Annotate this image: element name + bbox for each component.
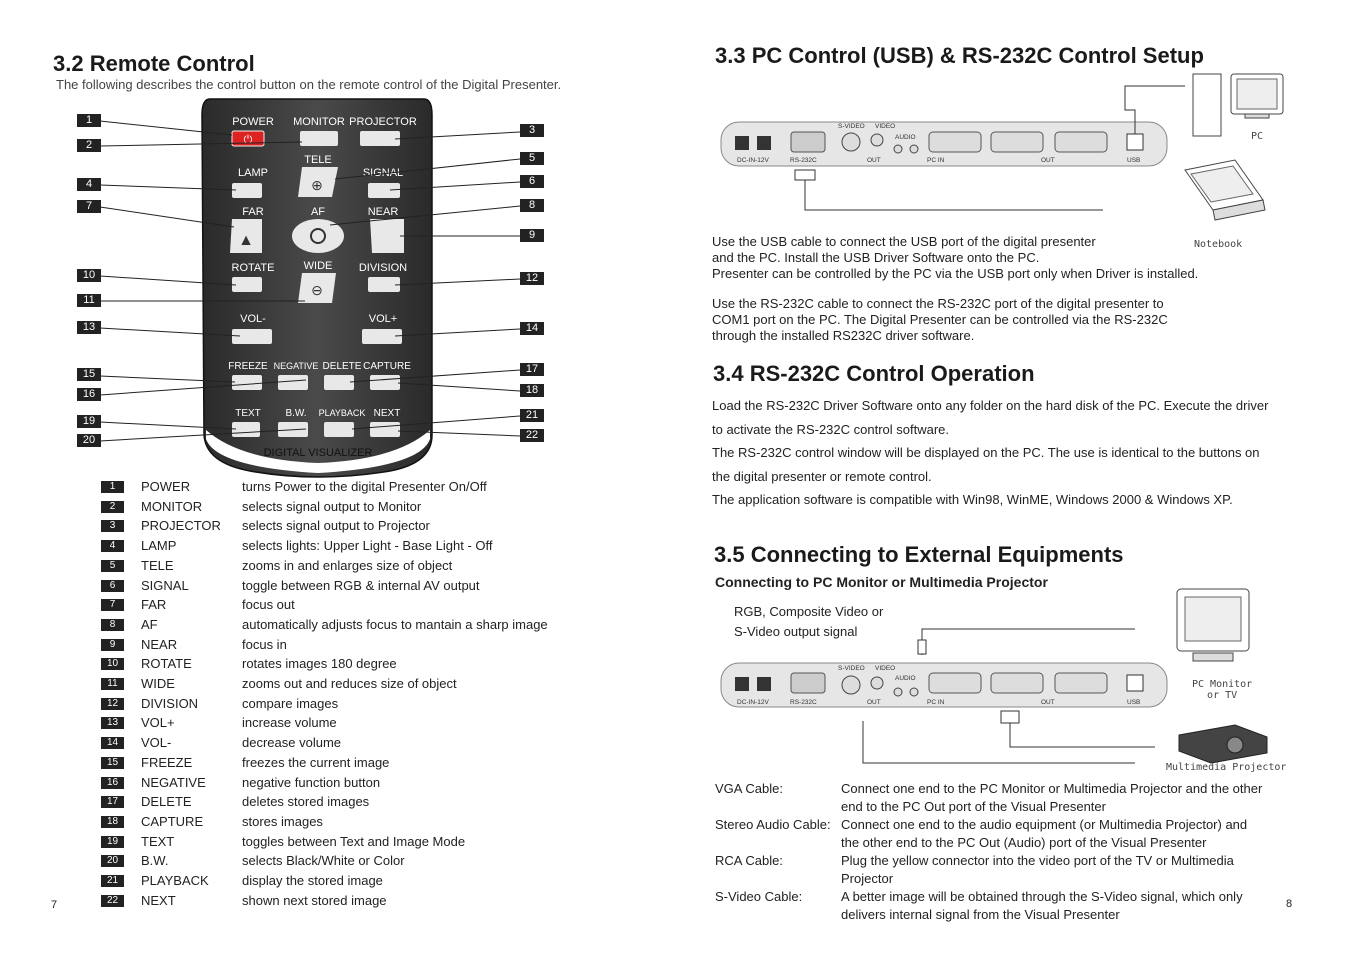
callout-17: 17 bbox=[520, 363, 544, 376]
callout-15: 15 bbox=[77, 368, 101, 381]
row-description: focus out bbox=[242, 597, 295, 613]
cable-descriptions bbox=[715, 780, 1295, 924]
table-row bbox=[101, 715, 571, 735]
port-label-svideo-2: S-VIDEO bbox=[838, 665, 865, 672]
signal-label: RGB, Composite Video or S-Video output signal bbox=[734, 604, 884, 639]
row-button-name: CAPTURE bbox=[141, 813, 204, 829]
label-division: DIVISION bbox=[358, 262, 408, 274]
capture-button bbox=[370, 375, 400, 390]
row-description: display the stored image bbox=[242, 873, 383, 888]
projector-button bbox=[360, 131, 400, 146]
callout-7: 7 bbox=[77, 200, 101, 213]
row-description: zooms in and enlarges size of object bbox=[242, 557, 453, 573]
cable-item bbox=[715, 816, 1295, 852]
cable-item bbox=[715, 852, 1295, 888]
row-description: selects lights: Upper Light - Base Light - Off bbox=[242, 538, 493, 554]
projector-illustration bbox=[1179, 725, 1267, 763]
label-tele: TELE bbox=[304, 154, 332, 166]
port-label-svideo: S-VIDEO bbox=[838, 123, 865, 130]
row-number: 8 bbox=[101, 619, 124, 631]
row-button-name: AF bbox=[141, 616, 158, 632]
external-subheading: Connecting to PC Monitor or Multimedia Projector bbox=[715, 574, 1048, 590]
row-number: 4 bbox=[101, 540, 124, 552]
table-row bbox=[101, 853, 571, 873]
row-number: 18 bbox=[101, 816, 124, 828]
callout-4: 4 bbox=[77, 178, 101, 191]
freeze-button bbox=[232, 375, 262, 390]
table-row bbox=[101, 775, 571, 795]
row-button-name: PLAYBACK bbox=[141, 873, 209, 888]
label-text: TEXT bbox=[235, 408, 261, 419]
lamp-button bbox=[232, 183, 262, 198]
table-row bbox=[101, 597, 571, 617]
label-near: NEAR bbox=[367, 206, 399, 218]
section-heading-remote-control: 3.2 Remote Control bbox=[53, 51, 255, 76]
callout-1: 1 bbox=[77, 114, 101, 127]
port-label-out2-2: OUT bbox=[1041, 699, 1055, 706]
table-row bbox=[101, 735, 571, 755]
section-heading-rs232c-operation: 3.4 RS-232C Control Operation bbox=[713, 361, 1035, 386]
row-number: 3 bbox=[101, 520, 124, 532]
cable-desc-line: end to the PC Out port of the Visual Presenter bbox=[841, 799, 1106, 814]
table-row bbox=[101, 499, 571, 519]
row-description: toggles between Text and Image Mode bbox=[242, 833, 466, 849]
callout-9: 9 bbox=[520, 229, 544, 242]
table-row bbox=[101, 834, 571, 854]
pc-connection-diagram bbox=[715, 70, 1295, 250]
row-description: selects Black/White or Color bbox=[242, 853, 405, 869]
row-number: 20 bbox=[101, 855, 124, 867]
label-delete: DELETE bbox=[322, 361, 362, 372]
vol-minus-button bbox=[232, 329, 272, 344]
cable-desc-line: the other end to the PC Out (Audio) port of the Visual Presenter bbox=[841, 835, 1207, 850]
monitor-label: PC Monitor or TV bbox=[1192, 679, 1253, 701]
callout-20: 20 bbox=[77, 434, 101, 447]
cable-desc-line: delivers internal signal from the Visual Presenter bbox=[841, 907, 1120, 922]
callout-2: 2 bbox=[77, 139, 101, 152]
cable-desc-line: Connect one end to the audio equipment (or Multimedia Projector) and bbox=[841, 817, 1248, 832]
callout-11: 11 bbox=[77, 294, 101, 307]
label-next: NEXT bbox=[373, 408, 401, 419]
row-description: toggle between RGB & internal AV output bbox=[242, 577, 480, 593]
callout-16: 16 bbox=[77, 388, 101, 401]
row-number: 6 bbox=[101, 580, 124, 592]
table-row bbox=[101, 518, 571, 538]
table-row bbox=[101, 755, 571, 775]
row-button-name: B.W. bbox=[141, 853, 169, 869]
table-row bbox=[101, 558, 571, 578]
label-vol-plus: VOL+ bbox=[368, 313, 398, 325]
callout-19: 19 bbox=[77, 415, 101, 428]
cable-name: S-Video Cable: bbox=[715, 889, 803, 904]
row-button-name: VOL+ bbox=[141, 715, 175, 731]
row-button-name: DIVISION bbox=[141, 695, 199, 711]
row-button-name: WIDE bbox=[141, 676, 175, 691]
table-row bbox=[101, 696, 571, 716]
signal-button bbox=[368, 183, 400, 198]
port-label-dcin: DC-IN-12V bbox=[737, 157, 769, 164]
port-label-audio-2: AUDIO bbox=[895, 675, 916, 682]
row-number: 15 bbox=[101, 757, 124, 769]
label-freeze: FREEZE bbox=[228, 361, 268, 372]
svg-text:⏻: ⏻ bbox=[243, 134, 253, 146]
row-description: rotates images 180 degree bbox=[242, 656, 397, 672]
row-number: 16 bbox=[101, 777, 124, 789]
row-button-name: ROTATE bbox=[141, 656, 192, 672]
row-number: 19 bbox=[101, 836, 124, 848]
callout-18: 18 bbox=[520, 384, 544, 397]
row-button-name: NEGATIVE bbox=[141, 774, 206, 790]
port-label-usb: USB bbox=[1127, 157, 1141, 164]
rotate-button bbox=[232, 277, 262, 292]
row-button-name: PROJECTOR bbox=[141, 518, 221, 534]
label-monitor: MONITOR bbox=[293, 116, 345, 128]
row-number: 17 bbox=[101, 796, 124, 808]
negative-button bbox=[278, 375, 308, 390]
row-description: selects signal output to Monitor bbox=[242, 498, 422, 514]
table-row bbox=[101, 893, 571, 913]
callout-5: 5 bbox=[520, 152, 544, 165]
remote-brand: DIGITAL VISUALIZER bbox=[263, 447, 373, 459]
row-button-name: NEXT bbox=[141, 892, 176, 908]
port-label-video: VIDEO bbox=[875, 123, 896, 130]
row-button-name: FREEZE bbox=[141, 754, 193, 770]
row-description: focus in bbox=[242, 636, 287, 652]
port-label-audio: AUDIO bbox=[895, 134, 916, 141]
cable-desc-line: Projector bbox=[841, 871, 894, 886]
projector-label: Multimedia Projector bbox=[1166, 762, 1287, 773]
callout-8: 8 bbox=[520, 199, 544, 212]
row-number: 9 bbox=[101, 639, 124, 651]
row-button-name: SIGNAL bbox=[141, 577, 189, 593]
label-negative: NEGATIVE bbox=[273, 361, 319, 371]
table-row bbox=[101, 814, 571, 834]
label-rotate: ROTATE bbox=[231, 262, 275, 274]
svg-text:⊕: ⊕ bbox=[311, 177, 323, 193]
row-description: decrease volume bbox=[242, 735, 341, 751]
label-capture: CAPTURE bbox=[363, 361, 411, 372]
text-button bbox=[232, 422, 260, 437]
port-label-pcin: PC IN bbox=[927, 157, 945, 164]
port-label-pcin-2: PC IN bbox=[927, 699, 945, 706]
callout-10: 10 bbox=[77, 269, 101, 282]
port-label-out2: OUT bbox=[1041, 157, 1055, 164]
remote-control-illustration bbox=[70, 95, 560, 480]
label-playback: PLAYBACK bbox=[318, 408, 366, 418]
port-label-dcin-2: DC-IN-12V bbox=[737, 699, 769, 706]
port-label-video-2: VIDEO bbox=[875, 665, 896, 672]
row-button-name: LAMP bbox=[141, 538, 177, 554]
svg-text:⊖: ⊖ bbox=[311, 282, 323, 298]
usb-paragraph: Use the USB cable to connect the USB port of the digital presenter and the PC. Install the USB Driver Software onto the PC. Presenter can be controlled by the PC via the USB port only when Driver is installed. bbox=[712, 234, 1199, 281]
label-lamp: LAMP bbox=[238, 167, 268, 179]
table-row bbox=[101, 676, 571, 696]
row-description: stores images bbox=[242, 813, 323, 829]
callout-13: 13 bbox=[77, 321, 101, 334]
row-number: 12 bbox=[101, 698, 124, 710]
cable-name: RCA Cable: bbox=[715, 853, 783, 868]
cable-desc-line: Plug the yellow connector into the video port of the TV or Multimedia bbox=[841, 853, 1234, 868]
table-row bbox=[101, 873, 571, 893]
row-button-name: NEAR bbox=[141, 636, 178, 652]
callout-3: 3 bbox=[520, 124, 544, 137]
pc-label: PC bbox=[1251, 131, 1264, 142]
port-label-rs232c: RS-232C bbox=[790, 157, 817, 164]
table-row bbox=[101, 538, 571, 558]
row-number: 7 bbox=[101, 599, 124, 611]
label-wide: WIDE bbox=[303, 260, 333, 272]
label-projector: PROJECTOR bbox=[349, 116, 417, 128]
section-heading-pc-control: 3.3 PC Control (USB) & RS-232C Control Setup bbox=[715, 43, 1204, 68]
callout-22: 22 bbox=[520, 429, 544, 442]
row-number: 11 bbox=[101, 678, 124, 690]
row-button-name: VOL- bbox=[141, 735, 172, 751]
table-row bbox=[101, 794, 571, 814]
svg-text:▲: ▲ bbox=[238, 232, 254, 249]
row-button-name: TELE bbox=[141, 557, 174, 573]
row-number: 21 bbox=[101, 875, 124, 887]
port-label-rs232c-2: RS-232C bbox=[790, 699, 817, 706]
row-button-name: MONITOR bbox=[141, 498, 203, 514]
callout-14: 14 bbox=[520, 322, 544, 335]
row-number: 22 bbox=[101, 895, 124, 907]
page-number-left: 7 bbox=[51, 899, 58, 911]
table-row bbox=[101, 656, 571, 676]
delete-button bbox=[324, 375, 354, 390]
next-button bbox=[370, 422, 400, 437]
cable-name: Stereo Audio Cable: bbox=[715, 817, 831, 832]
row-button-name: FAR bbox=[141, 597, 167, 613]
monitor-button bbox=[300, 131, 338, 146]
row-description: increase volume bbox=[242, 715, 337, 731]
near-button bbox=[370, 219, 404, 253]
cable-desc-line: Connect one end to the PC Monitor or Multimedia Projector and the other bbox=[841, 781, 1263, 796]
cable-desc-line: A better image will be obtained through the S-Video signal, which only bbox=[841, 889, 1243, 904]
row-number: 2 bbox=[101, 501, 124, 513]
cable-name: VGA Cable: bbox=[715, 781, 783, 796]
rs232-operation-text: Load the RS-232C Driver Software onto any folder on the hard disk of the PC. Execute the driver to activate the RS-232C control software. The RS-232C control window will be displayed on the PC. The use is identical to the buttons on the digital presenter or remote control. The application software is compatible with Win98, WinME, Windows 2000 & Windows XP. bbox=[712, 398, 1269, 507]
row-number: 14 bbox=[101, 737, 124, 749]
page-number-right: 8 bbox=[1286, 898, 1293, 910]
row-description: negative function button bbox=[242, 774, 381, 790]
row-description: automatically adjusts focus to mantain a sharp image bbox=[242, 616, 548, 632]
row-description: turns Power to the digital Presenter On/Off bbox=[242, 479, 487, 494]
callout-12: 12 bbox=[520, 272, 544, 285]
label-power: POWER bbox=[232, 116, 274, 128]
label-af: AF bbox=[310, 206, 326, 218]
row-description: selects signal output to Projector bbox=[242, 518, 430, 534]
cable-item bbox=[715, 780, 1295, 816]
callout-21: 21 bbox=[520, 409, 544, 422]
row-description: shown next stored image bbox=[242, 892, 387, 908]
label-far: FAR bbox=[242, 206, 264, 218]
row-number: 1 bbox=[101, 481, 124, 493]
callout-6: 6 bbox=[520, 175, 544, 188]
row-number: 5 bbox=[101, 560, 124, 572]
label-signal: SIGNAL bbox=[362, 167, 404, 179]
table-row bbox=[101, 617, 571, 637]
row-button-name: POWER bbox=[141, 479, 191, 494]
port-label-out1: OUT bbox=[867, 157, 881, 164]
label-vol-minus: VOL- bbox=[240, 313, 266, 325]
row-description: compare images bbox=[242, 695, 339, 711]
row-button-name: TEXT bbox=[141, 833, 175, 849]
notebook-label: Notebook bbox=[1194, 239, 1243, 250]
table-row bbox=[101, 637, 571, 657]
port-label-out1-2: OUT bbox=[867, 699, 881, 706]
label-bw: B.W. bbox=[285, 408, 307, 419]
port-label-usb-2: USB bbox=[1127, 699, 1141, 706]
section-heading-external-equipments: 3.5 Connecting to External Equipments bbox=[714, 542, 1124, 567]
row-description: freezes the current image bbox=[242, 754, 390, 770]
playback-button bbox=[324, 422, 354, 437]
row-number: 13 bbox=[101, 717, 124, 729]
row-description: zooms out and reduces size of object bbox=[242, 676, 457, 691]
section-intro: The following describes the control button on the remote control of the Digital Presenter. bbox=[56, 77, 562, 92]
vol-plus-button bbox=[362, 329, 402, 344]
rs232-paragraph: Use the RS-232C cable to connect the RS-232C port of the digital presenter to COM1 port on the PC. The Digital Presenter can be controlled via the RS-232C through the installed RS232C driver software. bbox=[712, 296, 1168, 343]
table-row bbox=[101, 578, 571, 598]
cable-item bbox=[715, 888, 1295, 924]
table-row bbox=[101, 479, 571, 499]
pc-tower bbox=[1193, 74, 1221, 136]
row-number: 10 bbox=[101, 658, 124, 670]
row-description: deletes stored images bbox=[242, 794, 370, 810]
row-button-name: DELETE bbox=[141, 794, 192, 810]
